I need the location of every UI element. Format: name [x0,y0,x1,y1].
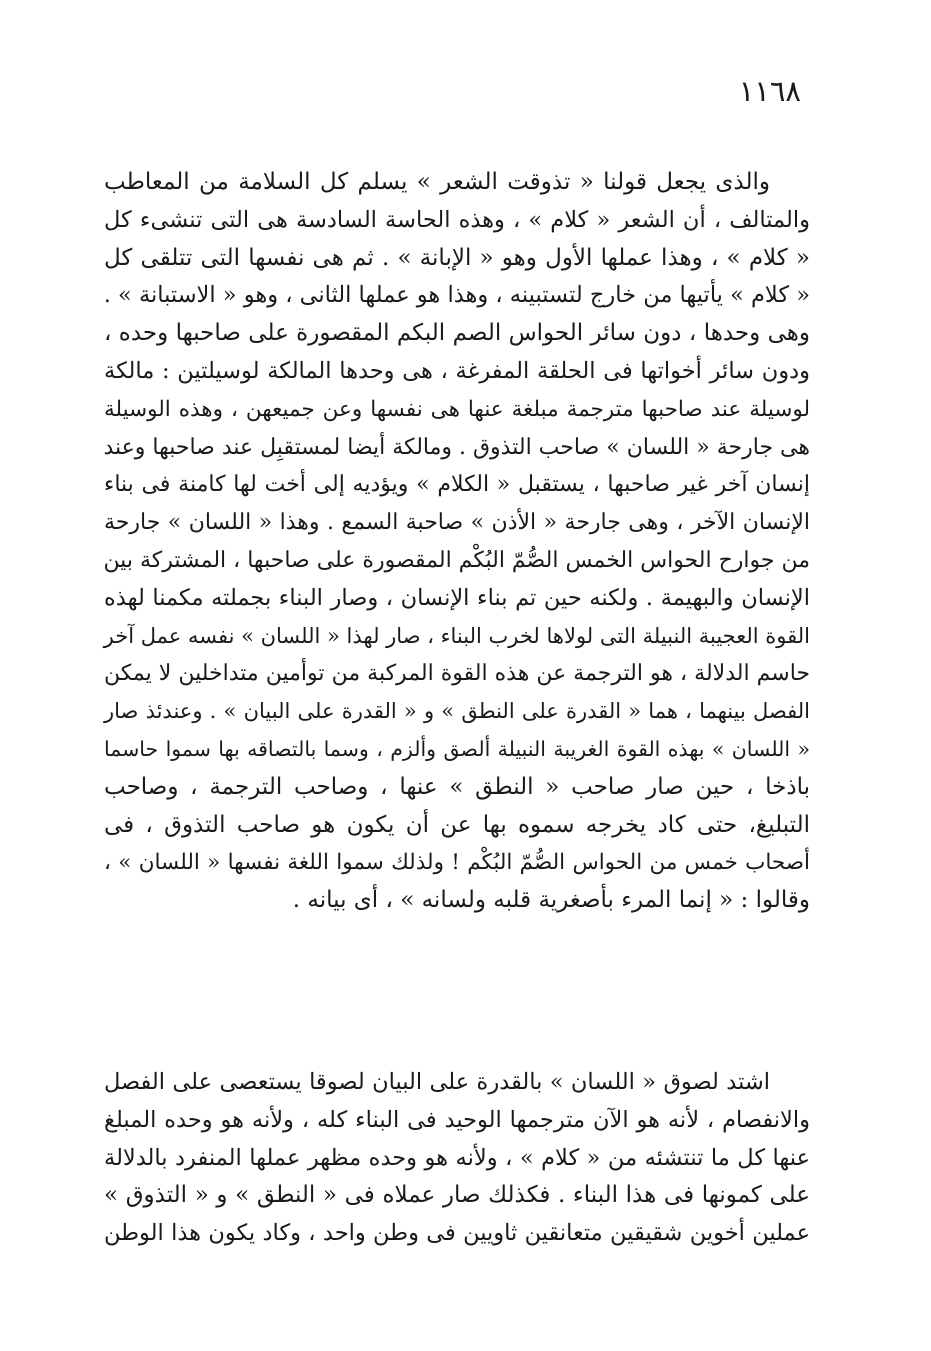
text-line: « اللسان » بهذه القوة الغريبة النبيلة ألصق وألزم ، وسما بالتصاقه بها سموا حاسما [104,736,810,761]
page-number: ١١٦٨ [738,74,801,108]
text-line: الإنسان الآخر ، وهى جارحة « الأذن » صاحبة السمع . وهذا « اللسان » جارحة [104,510,810,536]
text-line: والذى يجعل قولنا « تذوقت الشعر » يسلم كل السلامة من المعاطب [104,169,770,195]
text-line: لوسيلة عند صاحبها مترجمة مبلغة عنها هى نفسها وعن جميعهن ، وهذه الوسيلة [104,396,810,422]
text-line: القوة العجيبة النبيلة التى لولاها لخرب البناء ، صار لهذا « اللسان » نفسه عمل آخر [103,623,810,648]
text-line: عنها كل ما تنتشئه من « كلام » ، ولأنه هو وحده مظهر عملها المنفرد بالدلالة [104,1144,810,1171]
text-line: عملين أخوين شقيقين متعانقين ثاويين فى وطن واحد ، وكاد يكون هذا الوطن [104,1220,810,1247]
text-line: وقالوا : « إنما المرء بأصغرية قلبه ولسانه » ، أى بيانه . [292,887,810,914]
text-line: التبليغ، حتى كاد يخرجه سموه بها عن أن يكون هو صاحب التذوق ، فى [104,811,810,838]
text-line: من جوارح الحواس الخمس الصُّمّ البُكْم المقصورة على صاحبها ، المشتركة بين [103,547,810,573]
text-line: حاسم الدلالة ، هو الترجمة عن هذه القوة المركبة من توأمين متداخلين لا يمكن [104,661,811,687]
text-line: الإنسان والبهيمة . ولكنه حين تم بناء الإنسان ، وصار البناء بجملته مكمنا لهذه [104,584,810,611]
text-line: الفصل بينهما ، هما « القدرة على النطق » و « القدرة على البيان » . وعندئذ صار [104,699,810,724]
text-line: وهى وحدها ، دون سائر الحواس الصم البكم المقصورة على صاحبها وحده ، [104,320,810,347]
text-line: هى جارحة « اللسان » صاحب التذوق . ومالكة أيضا لمستقبِل عند صاحبها وعند [103,434,810,460]
text-line: ودون سائر أخواتها فى الحلقة المفرغة ، هى وحدها المالكة لوسيلتين : مالكة [104,357,810,384]
paragraph-1 [104,164,810,920]
text-line: والمتالف ، أن الشعر « كلام » ، وهذه الحاسة السادسة هى التى تنشىء كل [104,206,810,233]
paragraph-2 [104,1064,810,1253]
text-line: « كلام » يأتيها من خارج لتستبينه ، وهذا هو عملها الثانى ، وهو « الاستبانة » . [103,282,810,309]
text-line: والانفصام ، لأنه هو الآن مترجمها الوحيد فى البناء كله ، ولأنه هو وحده المبلغ [104,1106,810,1133]
text-line: اشتد لصوق « اللسان » بالقدرة على البيان لصوقا يستعصى على الفصل [104,1069,770,1095]
text-line: إنسان آخر غير صاحبها ، يستقبل « الكلام » ويؤديه إلى أخت لها كامنة فى بناء [104,472,810,498]
text-line: على كمونها فى هذا البناء . فكذلك صار عملاه فى « النطق » و « التذوق » [104,1182,810,1209]
text-line: « كلام » ، وهذا عملها الأول وهو « الإبانة » . ثم هى نفسها التى تتلقى كل [104,244,810,271]
text-line: باذخا ، حين صار صاحب « النطق » عنها ، وصاحب الترجمة ، وصاحب [104,773,810,800]
text-line: أصحاب خمس من الحواس الصُّمّ البُكْم ! ولذلك سموا اللغة نفسها « اللسان » ، [104,850,810,876]
